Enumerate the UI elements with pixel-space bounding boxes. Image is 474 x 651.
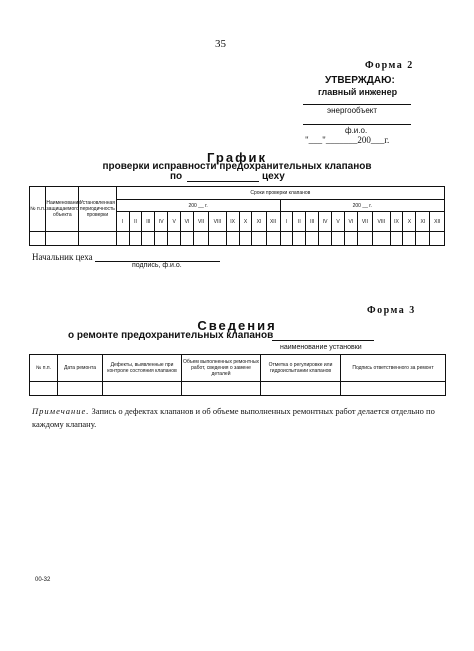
table-cell[interactable] xyxy=(373,232,391,246)
energy-object-line xyxy=(303,104,411,105)
table-cell[interactable] xyxy=(193,232,208,246)
table-cell[interactable] xyxy=(239,232,252,246)
table-cell[interactable] xyxy=(261,382,341,396)
table-cell[interactable] xyxy=(416,232,430,246)
month-header: VI xyxy=(344,212,357,232)
month-header: VII xyxy=(357,212,372,232)
table-cell[interactable] xyxy=(182,382,261,396)
month-header: III xyxy=(306,212,319,232)
month-header: II xyxy=(129,212,142,232)
table-row xyxy=(30,232,445,246)
month-header: XII xyxy=(430,212,445,232)
month-header: VIII xyxy=(373,212,391,232)
table-cell[interactable] xyxy=(46,232,79,246)
workshop-suffix: цеху xyxy=(262,171,285,182)
installation-caption: наименование установки xyxy=(280,344,362,351)
month-header: I xyxy=(116,212,129,232)
table-cell[interactable] xyxy=(116,232,129,246)
fio-line xyxy=(303,124,411,125)
table-cell[interactable] xyxy=(341,382,446,396)
table-cell[interactable] xyxy=(58,382,103,396)
repair-title: Сведения xyxy=(197,318,277,333)
table-cell[interactable] xyxy=(293,232,306,246)
table-cell[interactable] xyxy=(30,382,58,396)
month-header: IV xyxy=(155,212,168,232)
workshop-prefix: по xyxy=(170,171,183,182)
schedule-subtitle: проверки исправности предохранительных клапанов xyxy=(102,161,372,172)
month-header: II xyxy=(293,212,306,232)
year-header-right: 200 __ г. xyxy=(280,200,444,212)
table-cell[interactable] xyxy=(332,232,345,246)
repair-subtitle: о ремонте предохранительных клапанов xyxy=(68,330,274,341)
approval-date-line: "___"_______200___г. xyxy=(305,135,390,145)
table-cell[interactable] xyxy=(430,232,445,246)
col-header-work-volume: Объем выполненных ремонтных работ, сведения о замене деталей xyxy=(182,355,261,382)
schedule-title: График xyxy=(207,150,267,165)
signature-caption: подпись, ф.и.о. xyxy=(132,262,182,269)
col-header-repair-date: Дата ремонта xyxy=(58,355,103,382)
table-cell[interactable] xyxy=(142,232,155,246)
col-header-defects: Дефекты, выявленные при контроле состояния клапанов xyxy=(103,355,182,382)
month-header: V xyxy=(332,212,345,232)
table-cell[interactable] xyxy=(181,232,194,246)
table-cell[interactable] xyxy=(266,232,280,246)
form2-label: Форма 2 xyxy=(365,60,414,71)
table-cell[interactable] xyxy=(390,232,403,246)
page-number: 35 xyxy=(215,38,226,50)
year-header-left: 200 __ г. xyxy=(116,200,280,212)
month-header: XI xyxy=(416,212,430,232)
month-header: VII xyxy=(193,212,208,232)
table-cell[interactable] xyxy=(129,232,142,246)
table-cell[interactable] xyxy=(79,232,116,246)
repair-table xyxy=(29,354,446,396)
table-cell[interactable] xyxy=(306,232,319,246)
col-header-check-terms: Сроки проверки клапанов xyxy=(116,187,444,200)
month-header: IX xyxy=(226,212,239,232)
note-prefix: Примечание. xyxy=(32,406,90,416)
table-cell[interactable] xyxy=(319,232,332,246)
table-cell[interactable] xyxy=(252,232,266,246)
approve-heading: УТВЕРЖДАЮ: xyxy=(325,75,395,86)
workshop-head-label: Начальник цеха xyxy=(32,252,93,262)
col-header-adjustment-mark: Отметка о регулировке или гидроиспытании клапанов xyxy=(261,355,341,382)
table-row xyxy=(30,382,446,396)
table-cell[interactable] xyxy=(155,232,168,246)
note-text: Запись о дефектах клапанов и об объеме выполненных ремонтных работ делается отдельно по каждому клапану. xyxy=(32,406,435,429)
fio-caption: ф.и.о. xyxy=(345,126,368,135)
table-cell[interactable] xyxy=(403,232,416,246)
month-header: I xyxy=(280,212,293,232)
month-header: X xyxy=(239,212,252,232)
table-cell[interactable] xyxy=(209,232,227,246)
month-header: IX xyxy=(390,212,403,232)
col-header-no: № п.п. xyxy=(30,355,58,382)
month-header: IV xyxy=(319,212,332,232)
table-cell[interactable] xyxy=(103,382,182,396)
table-cell[interactable] xyxy=(344,232,357,246)
footer-code: 00-32 xyxy=(35,577,51,583)
table-cell[interactable] xyxy=(226,232,239,246)
table-cell[interactable] xyxy=(168,232,181,246)
month-header: XI xyxy=(252,212,266,232)
installation-blank-line xyxy=(272,340,374,341)
schedule-table xyxy=(29,186,445,246)
col-header-periodicity: Установленная периодичность проверки xyxy=(79,187,116,232)
table-cell[interactable] xyxy=(30,232,46,246)
col-header-responsible-signature: Подпись ответственного за ремонт xyxy=(341,355,446,382)
form3-label: Форма 3 xyxy=(367,305,416,316)
workshop-blank-line xyxy=(187,181,259,182)
col-header-no: № п.п. xyxy=(30,187,46,232)
month-header: V xyxy=(168,212,181,232)
month-header: VIII xyxy=(209,212,227,232)
approver-position: главный инженер xyxy=(318,87,398,97)
month-header: X xyxy=(403,212,416,232)
month-header: XII xyxy=(266,212,280,232)
energy-object-caption: энергообъект xyxy=(327,106,378,115)
table-cell[interactable] xyxy=(357,232,372,246)
month-header: VI xyxy=(181,212,194,232)
note-paragraph xyxy=(32,405,447,431)
col-header-object-name: Наименование защищаемого объекта xyxy=(46,187,79,232)
table-cell[interactable] xyxy=(280,232,293,246)
month-header: III xyxy=(142,212,155,232)
